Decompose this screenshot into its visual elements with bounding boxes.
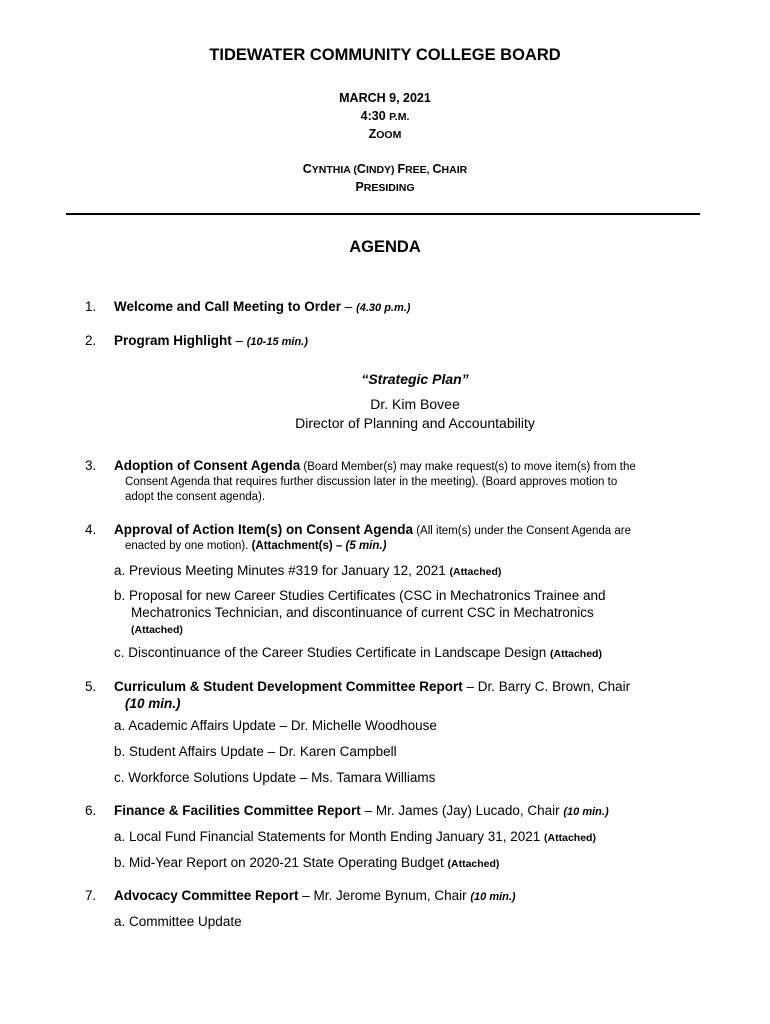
- item-title: Adoption of Consent Agenda: [114, 458, 301, 473]
- item-chair: – Mr. Jerome Bynum, Chair: [298, 888, 471, 903]
- place-rest: OOM: [376, 129, 402, 141]
- time-value: 4:30: [360, 109, 390, 123]
- item-time: (10 min.): [470, 891, 516, 903]
- item-time: (10 min.): [563, 806, 609, 818]
- item-title: Finance & Facilities Committee Report: [114, 803, 361, 818]
- item-time: (10-15 min.): [246, 336, 308, 348]
- sub-label: b.: [114, 744, 126, 759]
- item-time: (5 min.): [345, 540, 387, 552]
- item-title: Curriculum & Student Development Committee Report: [114, 679, 463, 694]
- presiding-line: [0, 180, 770, 194]
- sub-item-6a: [114, 829, 596, 846]
- place-initial: Z: [368, 127, 377, 141]
- sub-label: b.: [114, 855, 126, 870]
- sub-text: Committee Update: [129, 914, 242, 929]
- time-suffix: P.M.: [389, 111, 410, 123]
- chair-part: INDY): [365, 164, 398, 176]
- meeting-place: [0, 127, 770, 141]
- sub-label: c.: [114, 770, 125, 785]
- sub-item-7a: [114, 914, 242, 930]
- item-number: 4.: [85, 522, 97, 537]
- sub-label: c.: [114, 645, 125, 660]
- item-4-note-line-2: [125, 539, 705, 554]
- item-time: (10 min.): [125, 696, 181, 711]
- chair-part: C: [302, 162, 312, 176]
- highlight-speaker-role: Director of Planning and Accountability: [295, 415, 535, 431]
- header-divider: [66, 213, 700, 215]
- item-chair: – Dr. Barry C. Brown, Chair: [462, 679, 631, 694]
- item-note: (All item(s) under the Consent Agenda are: [413, 525, 631, 537]
- sub-label: a.: [114, 914, 126, 929]
- chair-part: HAIR: [441, 164, 468, 176]
- chair-part: REE,: [405, 164, 433, 176]
- item-title: Program Highlight: [114, 333, 232, 348]
- item-chair: – Mr. James (Jay) Lucado, Chair: [360, 803, 564, 818]
- chair-part: C: [356, 162, 366, 176]
- item-3-note-line-3: adopt the consent agenda).: [125, 491, 266, 503]
- sub-text: Previous Meeting Minutes #319 for January 12, 2021: [129, 563, 450, 578]
- sub-item-4b-line-2: Mechatronics Technician, and discontinuance of current CSC in Mechatronics: [131, 605, 594, 620]
- item-3-note-line-2: Consent Agenda that requires further discussion later in the meeting). (Board approves motion to: [125, 476, 618, 488]
- chair-part: C: [432, 162, 442, 176]
- sub-text: Discontinuance of the Career Studies Certificate in Landscape Design: [128, 645, 551, 660]
- sub-label: a.: [114, 718, 126, 733]
- item-number: 5.: [85, 679, 97, 694]
- item-title: Approval of Action Item(s) on Consent Agenda: [114, 522, 414, 537]
- attachment-note: (Attachment(s) –: [251, 540, 346, 552]
- presiding-rest: RESIDING: [363, 182, 415, 194]
- sub-label: a.: [114, 829, 126, 844]
- item-dash: –: [341, 299, 357, 314]
- attached-tag: (Attached): [131, 624, 183, 636]
- item-number: 1.: [85, 299, 97, 314]
- highlight-speaker: Dr. Kim Bovee: [370, 396, 460, 412]
- sub-item-4c: [114, 645, 602, 662]
- meeting-date: MARCH 9, 2021: [339, 91, 431, 105]
- sub-label: a.: [114, 563, 126, 578]
- sub-item-5a: [114, 718, 437, 734]
- item-title: Advocacy Committee Report: [114, 888, 299, 903]
- item-time: (4.30 p.m.): [356, 302, 411, 314]
- sub-text: Workforce Solutions Update – Ms. Tamara Williams: [128, 770, 436, 785]
- sub-label: b.: [114, 588, 126, 603]
- sub-text: Proposal for new Career Studies Certificates (CSC in Mechatronics Trainee and: [129, 588, 606, 603]
- sub-item-4b: [114, 588, 606, 604]
- sub-text: Student Affairs Update – Dr. Karen Campbell: [129, 744, 397, 759]
- attached-tag: (Attached): [447, 858, 500, 870]
- sub-item-4a: [114, 563, 501, 580]
- attached-tag: (Attached): [550, 648, 602, 660]
- item-note: (Board Member(s) may make request(s) to move item(s) from the: [300, 461, 636, 473]
- attached-tag: (Attached): [544, 832, 596, 844]
- item-number: 7.: [85, 888, 97, 903]
- sub-item-5c: [114, 770, 435, 786]
- item-title: Welcome and Call Meeting to Order: [114, 299, 342, 314]
- sub-item-6b: [114, 855, 499, 872]
- sub-item-5b: [114, 744, 397, 760]
- item-dash: –: [231, 333, 247, 348]
- highlight-title: “Strategic Plan”: [361, 371, 469, 387]
- sub-text: Academic Affairs Update – Dr. Michelle Woodhouse: [128, 718, 437, 733]
- meeting-time: [0, 109, 770, 123]
- presiding-initial: P: [355, 180, 364, 194]
- sub-text: Local Fund Financial Statements for Month Ending January 31, 2021: [129, 829, 545, 844]
- board-title: TIDEWATER COMMUNITY COLLEGE BOARD: [209, 46, 561, 64]
- chair-part: F: [397, 162, 406, 176]
- note-text: enacted by one motion).: [125, 540, 252, 552]
- chair-part: YNTHIA (: [311, 164, 357, 176]
- item-number: 6.: [85, 803, 97, 818]
- chair-line: [0, 162, 770, 176]
- attached-tag: (Attached): [449, 566, 502, 578]
- item-number: 3.: [85, 458, 97, 473]
- sub-text: Mid-Year Report on 2020-21 State Operating Budget: [129, 855, 448, 870]
- agenda-heading: AGENDA: [349, 238, 421, 256]
- item-number: 2.: [85, 333, 97, 348]
